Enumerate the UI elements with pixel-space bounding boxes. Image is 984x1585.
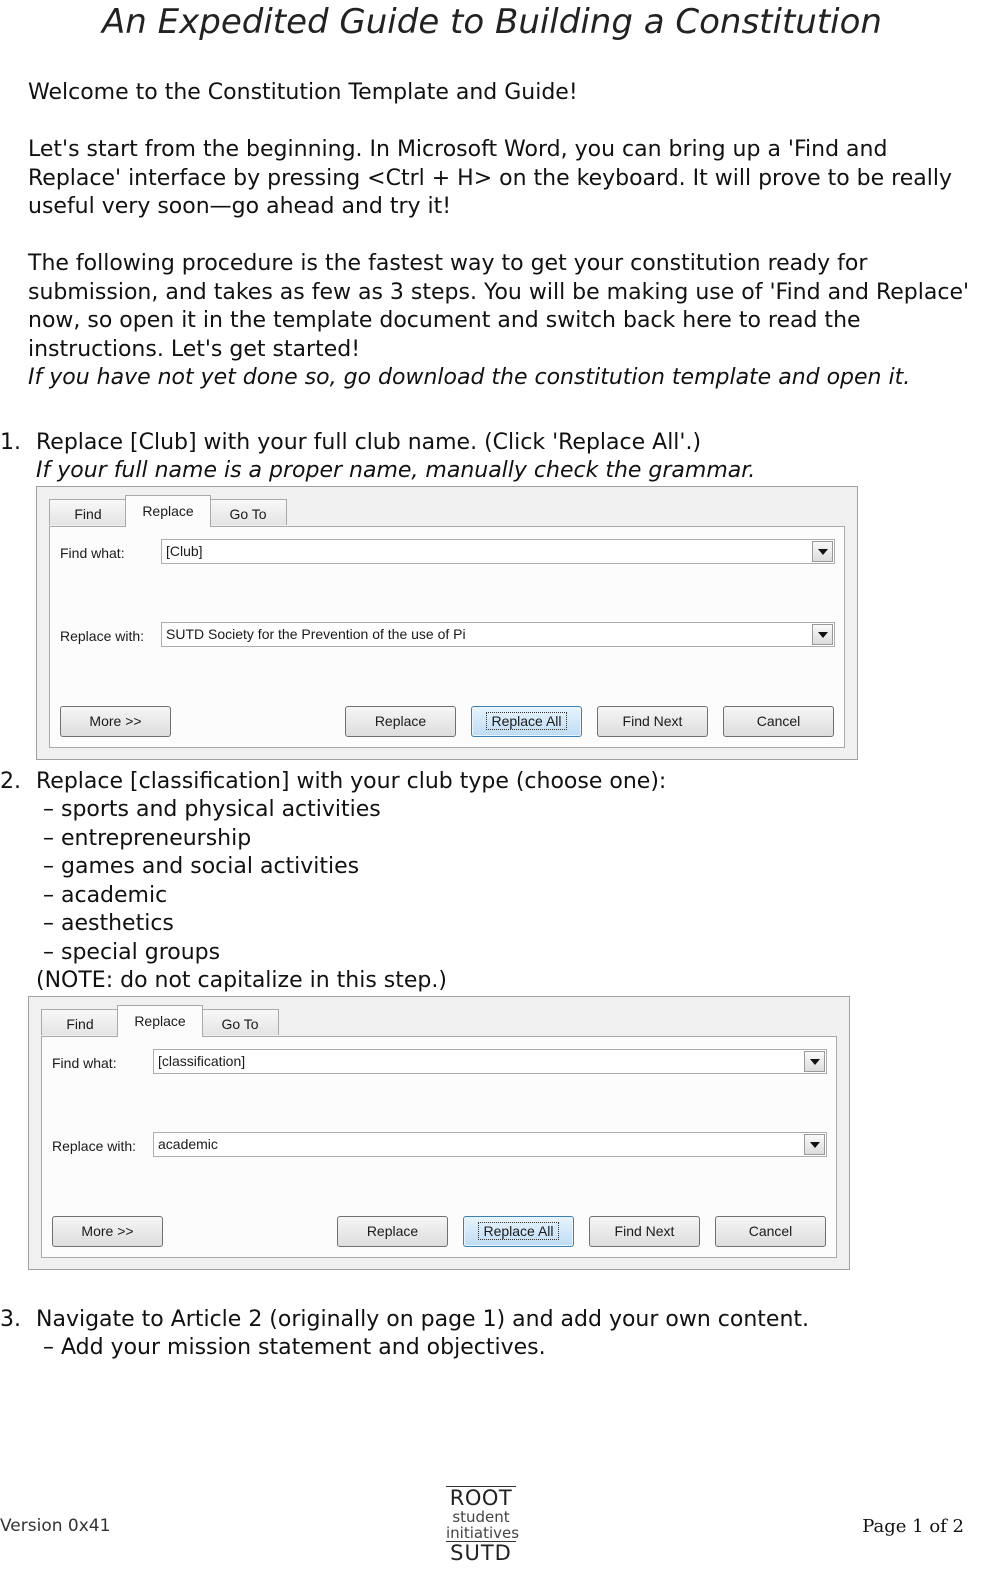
list-item: – entrepreneurship [43,825,252,851]
intro-paragraph-2-line: instructions. Let's get started! [28,336,361,362]
replace-all-button[interactable] [463,1216,574,1247]
intro-paragraph-1-line: useful very soon—go ahead and try it! [28,194,452,220]
replace-all-label: Replace All [478,1222,558,1240]
list-item: – special groups [43,939,221,965]
intro-note: If you have not yet done so, go download the constitution template and open it. [28,365,911,391]
tab-replace[interactable]: Replace [125,495,211,527]
intro-paragraph-2-line: The following procedure is the fastest way to get your constitution ready for [28,251,868,276]
step-2-text: Replace [classification] with your club type (choose one): [36,769,667,794]
find-what-label: Find what: [52,1055,117,1071]
replace-all-label: Replace All [486,712,566,730]
replace-button[interactable]: Replace [345,706,456,737]
intro-paragraph-1-line: Let's start from the beginning. In Microsoft Word, you can bring up a 'Find and [28,137,888,162]
logo-root: ROOT [449,1486,513,1510]
tab-go-to[interactable]: Go To [201,1009,279,1035]
intro-paragraph-2 [28,250,973,393]
tab-find[interactable]: Find [49,499,127,525]
chevron-down-icon[interactable] [804,1134,825,1155]
replace-with-value: SUTD Society for the Prevention of the use of Pi [166,626,466,642]
find-what-input[interactable] [161,539,835,564]
find-what-value: [Club] [166,543,203,559]
chevron-down-icon[interactable] [804,1051,825,1072]
classification-options [43,796,381,968]
find-next-button[interactable]: Find Next [597,706,708,737]
logo-initiatives: initiatives [446,1524,520,1542]
step-2-number: 2. [0,769,21,794]
find-next-button[interactable]: Find Next [589,1216,700,1247]
replace-panel [49,526,845,748]
logo-student: student [452,1508,510,1526]
find-replace-dialog-2 [28,996,850,1270]
list-item: – games and social activities [43,854,360,880]
replace-panel [41,1036,837,1258]
intro-paragraph-2-line: now, so open it in the template document and switch back here to read the [28,308,861,334]
find-what-input[interactable] [153,1049,827,1074]
step-2-note: (NOTE: do not capitalize in this step.) [36,968,447,993]
list-item: – academic [43,882,168,908]
root-sutd-logo [446,1486,520,1565]
find-replace-dialog-1 [36,486,858,760]
chevron-down-icon[interactable] [812,624,833,645]
more-button[interactable]: More >> [60,706,171,737]
step-1-note: If your full name is a proper name, manually check the grammar. [36,458,756,483]
step-3-sub: – Add your mission statement and objectives. [43,1335,546,1360]
cancel-button[interactable]: Cancel [715,1216,826,1247]
replace-with-value: academic [158,1136,218,1152]
find-what-value: [classification] [158,1053,246,1069]
more-button[interactable]: More >> [52,1216,163,1247]
tab-replace[interactable]: Replace [117,1005,203,1037]
welcome-text: Welcome to the Constitution Template and Guide! [28,80,578,105]
list-item: – sports and physical activities [43,797,381,822]
list-item: – aesthetics [43,911,174,937]
replace-all-button[interactable] [471,706,582,737]
tab-go-to[interactable]: Go To [209,499,287,525]
find-what-label: Find what: [60,545,125,561]
version-label: Version 0x41 [0,1516,111,1536]
step-1-number: 1. [0,430,21,455]
intro-paragraph-2-line: submission, and takes as few as 3 steps. You will be making use of 'Find and Replace' [28,279,970,305]
intro-paragraph-1 [28,136,973,222]
chevron-down-icon[interactable] [812,541,833,562]
logo-sutd: SUTD [450,1541,512,1565]
replace-with-label: Replace with: [60,628,145,644]
replace-with-input[interactable] [161,622,835,647]
step-3-text: Navigate to Article 2 (originally on page 1) and add your own content. [36,1307,810,1332]
cancel-button[interactable]: Cancel [723,706,834,737]
replace-button[interactable]: Replace [337,1216,448,1247]
intro-paragraph-1-line: Replace' interface by pressing <Ctrl + H> on the keyboard. It will prove to be really [28,165,952,191]
page-number: Page 1 of 2 [862,1516,964,1537]
page-title: An Expedited Guide to Building a Constitution [102,2,882,42]
replace-with-input[interactable] [153,1132,827,1157]
tab-find[interactable]: Find [41,1009,119,1035]
replace-with-label: Replace with: [52,1138,137,1154]
step-1-text: Replace [Club] with your full club name. (Click 'Replace All'.) [36,430,702,455]
step-3-number: 3. [0,1307,21,1332]
